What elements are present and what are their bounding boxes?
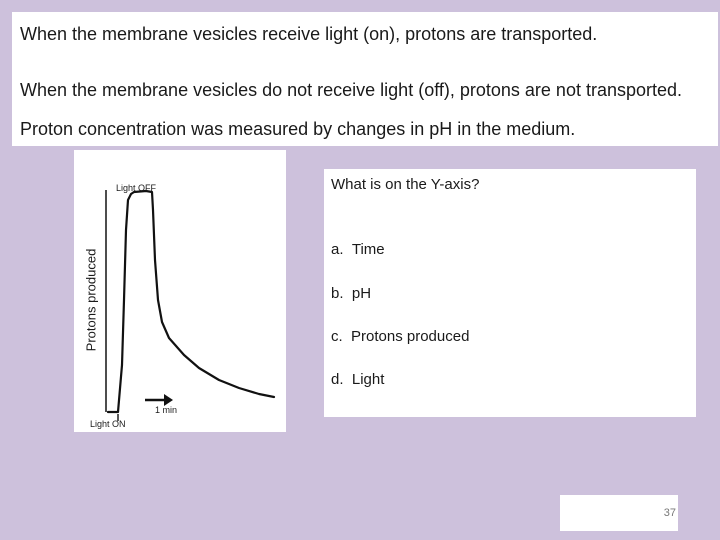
slide-number-box [560, 495, 678, 531]
option-letter: a. [331, 241, 344, 258]
time-scale-label: 1 min [155, 405, 178, 415]
option-letter: b. [331, 285, 344, 302]
option-text: Light [351, 371, 385, 388]
proton-curve [108, 191, 274, 412]
intro-line-1: When the membrane vesicles receive light (on), protons are transported. [20, 24, 598, 44]
light-on-label: Light ON [90, 419, 126, 429]
intro-line-2: When the membrane vesicles do not receive light (off), protons are not transported. [20, 80, 683, 100]
option-b[interactable] [331, 285, 371, 302]
option-text: pH [351, 285, 372, 302]
slide-number: 37 [663, 507, 676, 519]
option-letter: d. [331, 371, 344, 388]
y-axis-label: Protons produced [83, 248, 99, 352]
option-text: Protons produced [351, 328, 470, 345]
question-panel [324, 169, 696, 417]
light-off-label: Light OFF [116, 183, 157, 193]
question-prompt: What is on the Y-axis? [331, 176, 480, 193]
option-c[interactable] [331, 328, 469, 345]
proton-graph [74, 150, 286, 432]
option-a[interactable] [331, 241, 385, 258]
option-text: Time [351, 241, 385, 258]
option-letter: c. [331, 328, 343, 345]
intro-line-3: Proton concentration was measured by changes in pH in the medium. [20, 119, 576, 139]
option-d[interactable] [331, 371, 384, 388]
intro-text-panel [12, 12, 718, 146]
graph-panel [74, 150, 286, 432]
